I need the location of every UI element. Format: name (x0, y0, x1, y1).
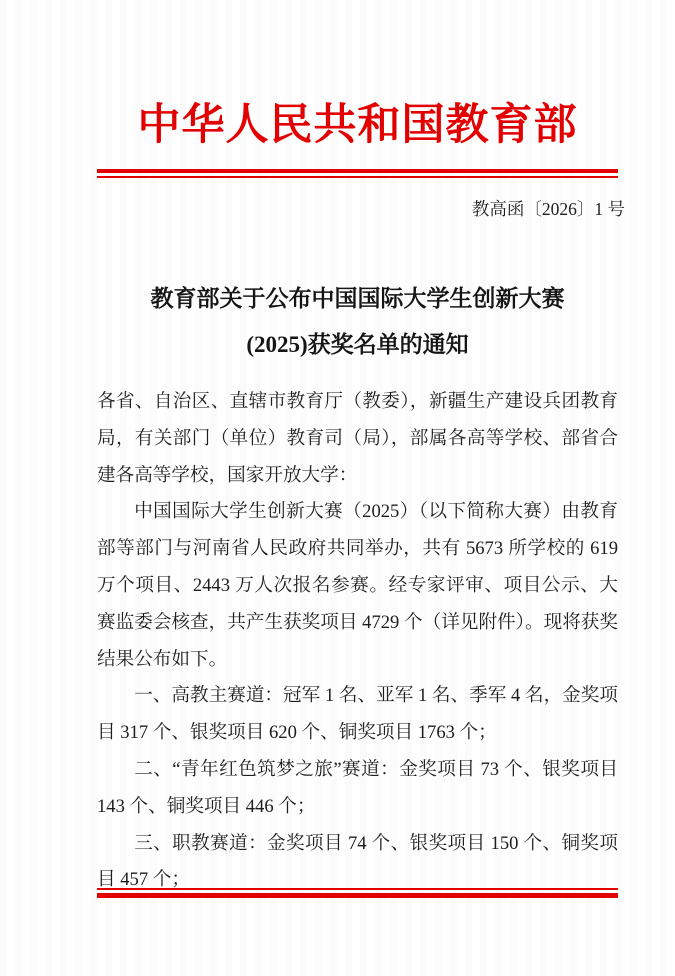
document-title-line2: (2025)获奖名单的通知 (246, 332, 469, 357)
list-item-vocational-track: 三、职教赛道：金奖项目 74 个、银奖项目 150 个、铜奖项目 457 个； (97, 832, 618, 891)
list-item-main-track: 一、高教主赛道：冠军 1 名、亚军 1 名、季军 4 名，金奖项目 317 个、银奖项目 620 个、铜奖项目 1763 个； (97, 685, 618, 744)
letterhead-divider (97, 169, 618, 178)
document-title (77, 276, 638, 368)
overview-paragraph: 中国国际大学生创新大赛（2025）（以下简称大赛）由教育部等部门与河南省人民政府共同举办，共有 5673 所学校的 619 万个项目、2443 万人次报名参赛。经专家评审、项目公示、大赛监委会核查，共产生获奖项目 4729 个（详见附件）。现将获奖结果公布如下。 (97, 501, 618, 670)
letterhead-title: 中华人民共和国教育部 (137, 102, 578, 149)
recipients-paragraph: 各省、自治区、直辖市教育厅（教委），新疆生产建设兵团教育局，有关部门（单位）教育司（局），部属各高等学校、部省合建各高等学校，国家开放大学： (97, 391, 618, 486)
document-number: 教高函〔2026〕1 号 (471, 199, 625, 219)
document-body (97, 384, 618, 899)
document-title-line1: 教育部关于公布中国国际大学生创新大赛 (150, 286, 565, 311)
list-item-red-journey-track: 二、“青年红色筑梦之旅”赛道：金奖项目 73 个、银奖项目 143 个、铜奖项目 446 个； (97, 758, 618, 817)
footer-divider (97, 888, 618, 898)
